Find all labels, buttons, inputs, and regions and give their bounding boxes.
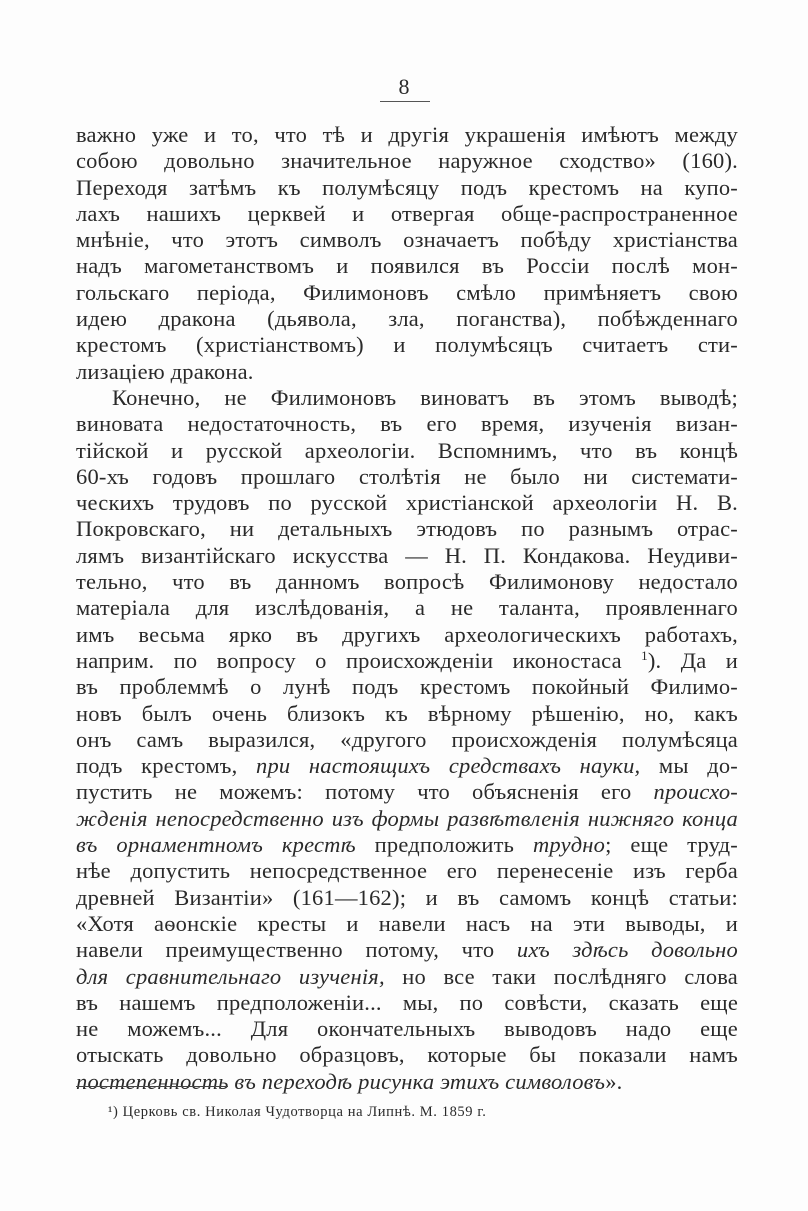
italic-span: при настоящихъ средствахъ науки, [256,753,641,779]
footnote-mark: ¹) [108,1104,119,1120]
text-span: гольскаго періода, Филимоновъ смѣло примѣняетъ свою [76,279,738,305]
text-line [76,753,738,779]
text-span: крестомъ (христіанствомъ) и полумѣсяцъ считаетъ сти- [76,332,738,358]
text-span: подъ крестомъ, [76,753,256,779]
page-number: 8 [398,74,410,99]
footnote-ref: 1 [641,647,648,663]
text-span: тійской и русской археологіи. Вспомнимъ, что въ концѣ [76,437,738,463]
text-line [76,411,738,437]
text-span: ческихъ трудовъ по русской христіанской археологіи Н. В. [76,490,738,516]
italic-span: для сравнительнаго изученія, [76,963,385,989]
text-line [76,464,738,490]
text-line [76,438,738,464]
text-line [76,648,738,674]
italic-span: трудно [532,832,606,858]
text-span: ). Да и [647,647,738,673]
text-line [76,227,738,253]
text-span: собою довольно значительное наружное сходство» (160). [76,148,738,174]
text-line [76,727,738,753]
text-span: Переходя затѣмъ къ полумѣсяцу подъ крестомъ на купо- [76,174,738,200]
text-span: но все таки послѣдняго слова [384,963,738,989]
footnote-text: Церковь св. Николая Чудотворца на Липнѣ. М. 1859 г. [122,1104,487,1120]
body-text [76,122,738,1095]
italic-span: ихъ здѣсь довольно [516,937,738,963]
text-line [76,385,738,411]
italic-span: въ орнаментномъ крестѣ [76,832,356,858]
text-line [76,1016,738,1042]
text-line [76,201,738,227]
text-span: лямъ византійскаго искусства — Н. П. Кондакова. Неудиви- [76,542,738,568]
text-line [76,964,738,990]
footnote-rule [76,1086,228,1087]
text-span: не можемъ... Для окончательныхъ выводовъ надо еще [76,1016,738,1042]
text-line [76,253,738,279]
text-span: мы до- [640,753,738,779]
text-line [76,122,738,148]
text-span: «Хотя аѳонскіе кресты и навели насъ на эти выводы, и [76,910,738,936]
text-span: отыскать довольно образцовъ, которые бы показали намъ [76,1042,738,1068]
text-span: идею дракона (дьявола, зла, поганства), побѣжденнаго [76,306,738,332]
text-line [76,332,738,358]
text-span: Покровскаго, ни детальныхъ этюдовъ по разнымъ отрас- [76,516,738,542]
text-span: ». [605,1068,623,1094]
text-line [76,806,738,832]
text-span: пустить не можемъ: потому что объясненія его [76,779,654,805]
text-span: матеріала для изслѣдованія, а не таланта, проявленнаго [76,595,738,621]
italic-span: жденія непосредственно изъ формы развѣтвленія нижняго конца [76,805,738,831]
text-span: нѣе допустить непосредственное его перенесеніе изъ герба [76,858,738,884]
text-line [76,306,738,332]
text-span: важно уже и то, что тѣ и другія украшенія имѣютъ между [76,122,738,147]
text-span: Конечно, не Филимоновъ виноватъ въ этомъ выводѣ; [112,384,738,410]
text-line [76,779,738,805]
text-span: тельно, что въ данномъ вопросѣ Филимонову недостало [76,569,738,595]
text-line [76,280,738,306]
text-line [76,674,738,700]
text-span: въ проблеммѣ о лунѣ подъ крестомъ покойный Филимо- [76,674,738,700]
text-line [76,1069,738,1095]
text-line [76,858,738,884]
text-span: ; еще труд- [605,832,738,858]
text-line [76,701,738,727]
text-span: новъ былъ очень близокъ къ вѣрному рѣшенію, но, какъ [76,700,738,726]
text-span: 60-хъ годовъ прошлаго столѣтія не было ни системати- [76,463,738,489]
text-line [76,359,738,385]
page-number-rule [380,101,430,102]
text-line [76,885,738,911]
text-span: имъ весьма ярко въ другихъ археологическихъ работахъ, [76,621,738,647]
text-line [76,1042,738,1068]
text-span: лахъ нашихъ церквей и отвергая обще-распространенное [76,200,738,226]
text-span: надъ магометанствомъ и появился въ Россіи послѣ мон- [76,253,738,279]
italic-span: происхо- [653,779,738,805]
italic-span: постепенность въ переходѣ рисунка этихъ символовъ [76,1068,606,1094]
text-line [76,622,738,648]
footnote [108,1104,486,1121]
text-line [76,937,738,963]
text-line [76,516,738,542]
text-span: древней Византіи» (161—162); и въ самомъ концѣ статьи: [76,884,738,910]
text-line [76,175,738,201]
text-span: виновата недостаточность, въ его время, изученія визан- [76,411,738,437]
text-span: мнѣніе, что этотъ символъ означаетъ побѣду христіанства [76,227,738,253]
text-span: предположить [355,832,533,858]
text-line [76,490,738,516]
text-line [76,543,738,569]
text-line [76,148,738,174]
text-line [76,990,738,1016]
text-span: въ нашемъ предположеніи... мы, по совѣсти, сказать еще [76,989,738,1015]
text-line [76,832,738,858]
text-span: онъ самъ выразился, «другого происхожденія полумѣсяца [76,726,738,752]
text-span: навели преимущественно потому, что [76,937,517,963]
text-line [76,595,738,621]
text-span: лизаціею дракона. [76,358,254,384]
text-line [76,911,738,937]
text-line [76,569,738,595]
text-span: наприм. по вопросу о происхожденіи иконостаса [76,647,642,673]
